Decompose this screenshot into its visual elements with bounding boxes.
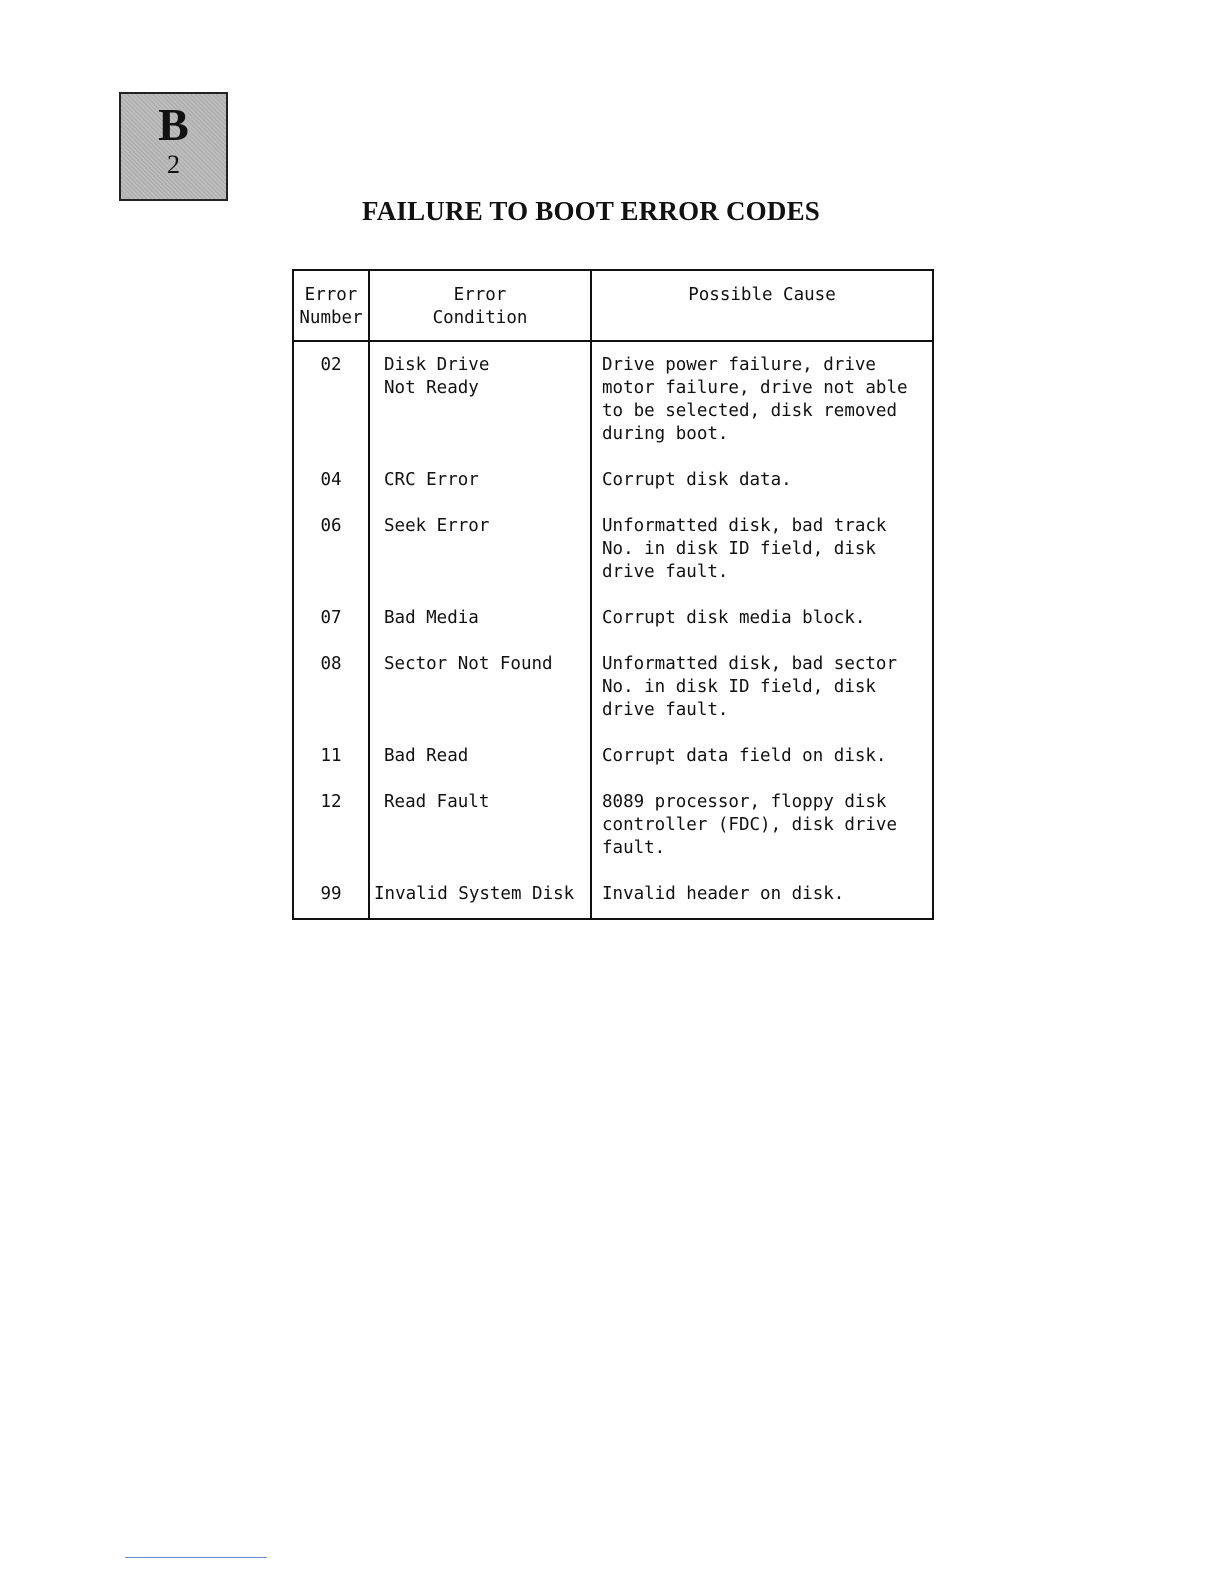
error-condition-cell: Read Fault (369, 791, 591, 883)
footer-divider (125, 1557, 267, 1558)
table-row (293, 341, 933, 469)
error-condition-cell: Disk Drive Not Ready (369, 341, 591, 469)
section-tab-page-number: 2 (167, 150, 180, 179)
table-row (293, 607, 933, 653)
error-condition-cell: CRC Error (369, 469, 591, 515)
table-row (293, 515, 933, 607)
header-possible-cause: Possible Cause (591, 270, 933, 341)
table-row (293, 469, 933, 515)
page-title: FAILURE TO BOOT ERROR CODES (362, 196, 821, 226)
possible-cause-cell: 8089 processor, floppy disk controller (FDC), disk drive fault. (602, 792, 898, 858)
error-condition-cell: Bad Media (369, 607, 591, 653)
possible-cause-cell: Corrupt disk data. (602, 470, 792, 490)
possible-cause-cell: Unformatted disk, bad track No. in disk ID field, disk drive fault. (602, 516, 887, 582)
possible-cause-cell: Corrupt data field on disk. (602, 746, 887, 766)
table-row (293, 791, 933, 883)
error-number-cell: 07 (293, 607, 369, 653)
error-condition-cell: Bad Read (369, 745, 591, 791)
header-error-number: Error Number (293, 270, 369, 341)
table-header-row (293, 270, 933, 341)
header-error-condition: Error Condition (369, 270, 591, 341)
error-number-cell: 12 (293, 791, 369, 883)
section-tab-marker (119, 92, 228, 201)
section-tab-letter: B (158, 99, 189, 150)
error-number-cell: 99 (293, 883, 369, 919)
error-number-cell: 06 (293, 515, 369, 607)
error-codes-table (292, 269, 934, 920)
possible-cause-cell: Unformatted disk, bad sector No. in disk ID field, disk drive fault. (602, 654, 898, 720)
possible-cause-cell: Corrupt disk media block. (602, 608, 866, 628)
possible-cause-cell: Invalid header on disk. (602, 884, 845, 904)
error-number-cell: 04 (293, 469, 369, 515)
possible-cause-cell: Drive power failure, drive motor failure, drive not able to be selected, disk removed during boot. (602, 355, 908, 444)
error-number-cell: 11 (293, 745, 369, 791)
error-condition-cell: Seek Error (369, 515, 591, 607)
error-condition-cell: Sector Not Found (369, 653, 591, 745)
error-number-cell: 08 (293, 653, 369, 745)
table-row (293, 883, 933, 919)
error-condition-cell: Invalid System Disk (369, 883, 591, 919)
table-row (293, 745, 933, 791)
table-row (293, 653, 933, 745)
error-number-cell: 02 (293, 341, 369, 469)
